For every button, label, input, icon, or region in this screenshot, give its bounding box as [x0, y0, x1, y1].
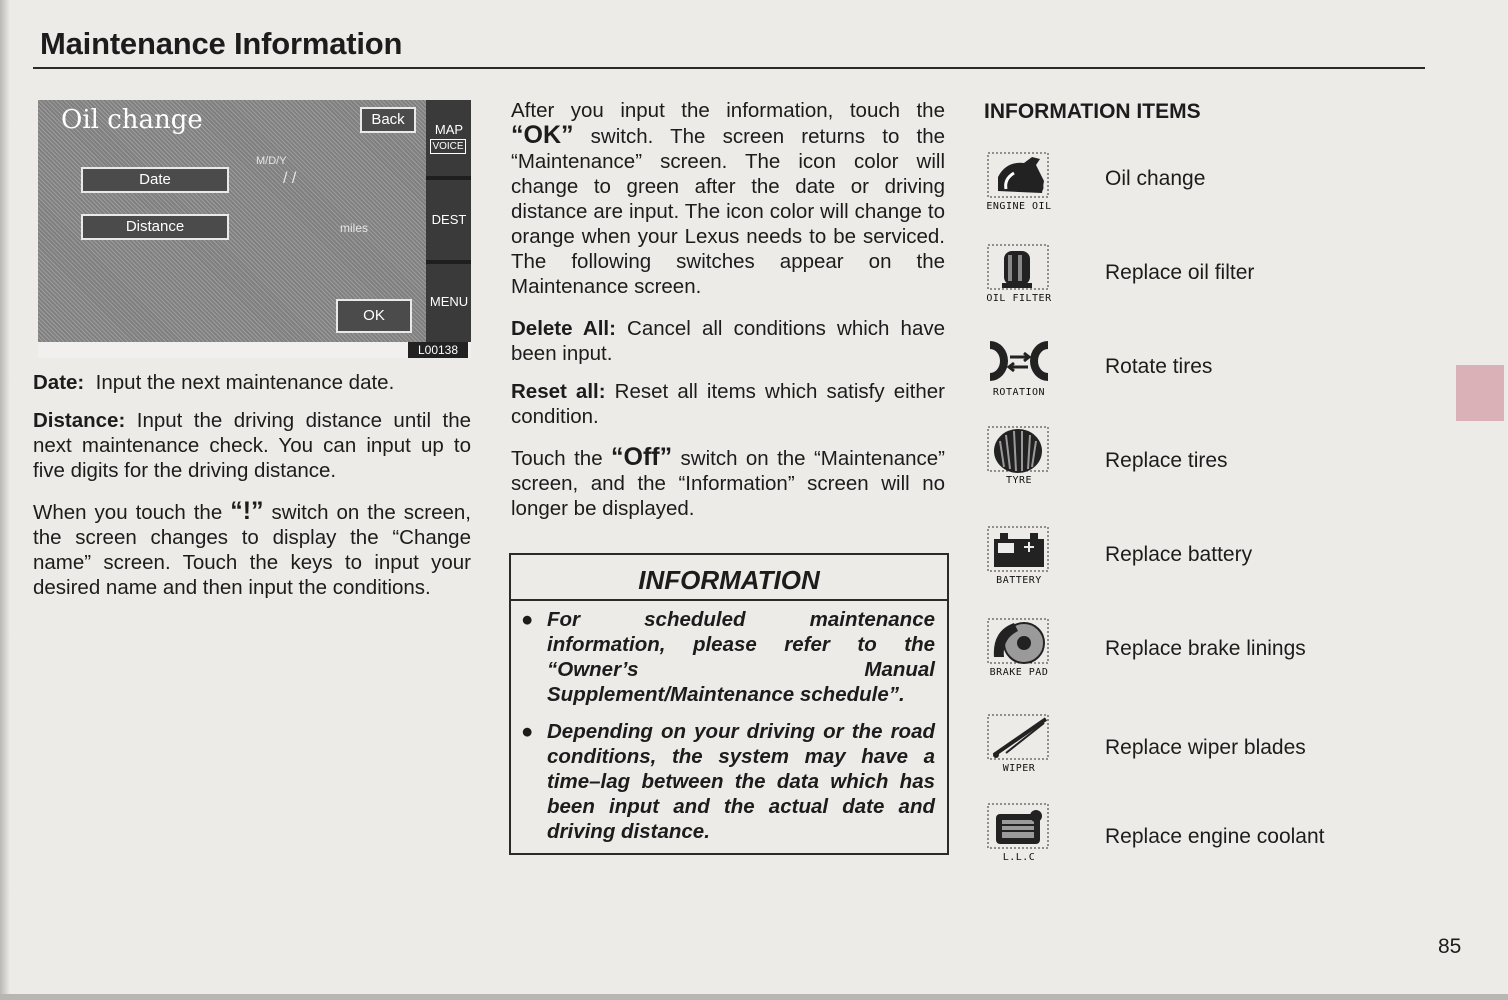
information-items-heading: INFORMATION ITEMS [984, 100, 1201, 123]
after-pre-text: After you input the information, touch the [511, 99, 945, 122]
oil-change-screen-image [38, 100, 471, 358]
after-input-description [511, 98, 945, 299]
bullet-icon: ● [521, 608, 534, 631]
engine-oil-icon [984, 151, 1054, 213]
off-switch-label: “Off” [611, 443, 673, 471]
voice-side-button[interactable]: VOICE [430, 139, 466, 154]
tire-icon [984, 425, 1054, 487]
off-switch-description [511, 445, 945, 521]
wiper-icon [984, 713, 1054, 775]
reset-term: Reset all: [511, 380, 606, 403]
wiper-caption: WIPER [1002, 763, 1036, 774]
image-code-label: L00138 [408, 342, 468, 358]
distance-description [33, 408, 471, 483]
delete-term: Delete All: [511, 317, 616, 340]
replace-engine-coolant-label: Replace engine coolant [1105, 825, 1325, 848]
information-item-text: Depending on your driving or the road conditions, the system may have a time–lag between the data which has been input and the actual date and driving distance. [547, 720, 935, 843]
page-title: Maintenance Information [40, 26, 403, 61]
touch-pre-text: When you touch the [33, 501, 223, 524]
information-item-text: For scheduled maintenance information, please refer to the “Owner’s Manual Supplement/Maintenance schedule”. [547, 608, 935, 706]
date-value-field[interactable]: / / [283, 170, 297, 187]
replace-brake-linings-label: Replace brake linings [1105, 637, 1306, 660]
distance-term: Distance: [33, 409, 126, 432]
coolant-caption: L.L.C [1002, 852, 1036, 863]
oil-filter-icon [984, 243, 1054, 305]
reset-all-description [511, 379, 945, 429]
replace-tires-label: Replace tires [1105, 449, 1228, 472]
map-side-button[interactable]: MAP [434, 122, 464, 137]
tire-rotation-caption: ROTATION [992, 387, 1046, 398]
ok-button[interactable]: OK [336, 299, 412, 333]
after-post-text: switch. The screen returns to the “Maintenance” screen. The icon color will change to green after the date or driving distance are input. The icon color will change to orange when your Lexus needs to be serviced. The following switches appear on the Maintenance screen. [511, 125, 945, 298]
engine-oil-caption: ENGINE OIL [986, 201, 1052, 212]
section-tab-marker [1456, 365, 1504, 421]
replace-battery-label: Replace battery [1105, 543, 1253, 566]
date-button[interactable]: Date [81, 167, 229, 193]
screen-caption-bar [38, 342, 471, 358]
brake-pad-icon [984, 617, 1054, 679]
tire-rotation-icon [984, 337, 1054, 399]
oil-filter-label: Replace oil filter [1105, 261, 1255, 284]
miles-unit-label: miles [340, 221, 369, 235]
coolant-icon [984, 802, 1054, 864]
date-term: Date: [33, 371, 85, 394]
brake-pad-caption: BRAKE PAD [989, 667, 1049, 678]
distance-button[interactable]: Distance [81, 214, 229, 240]
page-bottom-edge [0, 994, 1508, 1000]
side-panel-divider [426, 176, 471, 180]
information-list-item [511, 601, 947, 713]
page-number: 85 [1438, 935, 1462, 958]
oil-change-label: Oil change [1105, 167, 1206, 190]
off-post-text: switch on the “Maintenance” screen, and the “Information” screen will no longer be displayed. [511, 447, 946, 520]
screen-title: Oil change [61, 105, 203, 135]
page-edge-shadow [0, 0, 10, 1000]
battery-icon [984, 525, 1054, 587]
dest-side-button[interactable]: DEST [431, 212, 467, 227]
side-panel-divider [426, 260, 471, 264]
oil-filter-caption: OIL FILTER [986, 293, 1052, 304]
change-name-description [33, 499, 471, 600]
bullet-icon: ● [521, 720, 534, 743]
information-list-item [511, 713, 947, 850]
rotate-tires-label: Rotate tires [1105, 355, 1213, 378]
delete-all-description [511, 316, 945, 366]
reset-text: Reset all items which satisfy either condition. [511, 380, 945, 428]
tire-caption: TYRE [1005, 475, 1033, 486]
delete-text: Cancel all conditions which have been input. [511, 317, 946, 365]
exclamation-switch-label: “!” [230, 497, 264, 525]
battery-caption: BATTERY [996, 575, 1042, 586]
date-description [33, 370, 471, 395]
title-divider [33, 67, 1425, 69]
touch-post-text: switch on the screen, the screen changes to display the “Change name” screen. Touch the keys to input your desired name and then input the conditions. [33, 501, 471, 599]
back-button[interactable]: Back [360, 107, 416, 133]
date-text: Input the next maintenance date. [95, 371, 395, 394]
replace-wiper-blades-label: Replace wiper blades [1105, 736, 1306, 759]
off-pre-text: Touch the [511, 447, 603, 470]
distance-text: Input the driving distance until the next maintenance check. You can input up to five digits for the driving distance. [33, 409, 471, 482]
information-box [509, 553, 949, 855]
information-list [511, 601, 947, 850]
date-format-label: M/D/Y [256, 155, 287, 167]
information-heading: INFORMATION [511, 555, 947, 601]
ok-switch-label: “OK” [511, 121, 574, 149]
menu-side-button[interactable]: MENU [429, 294, 469, 309]
